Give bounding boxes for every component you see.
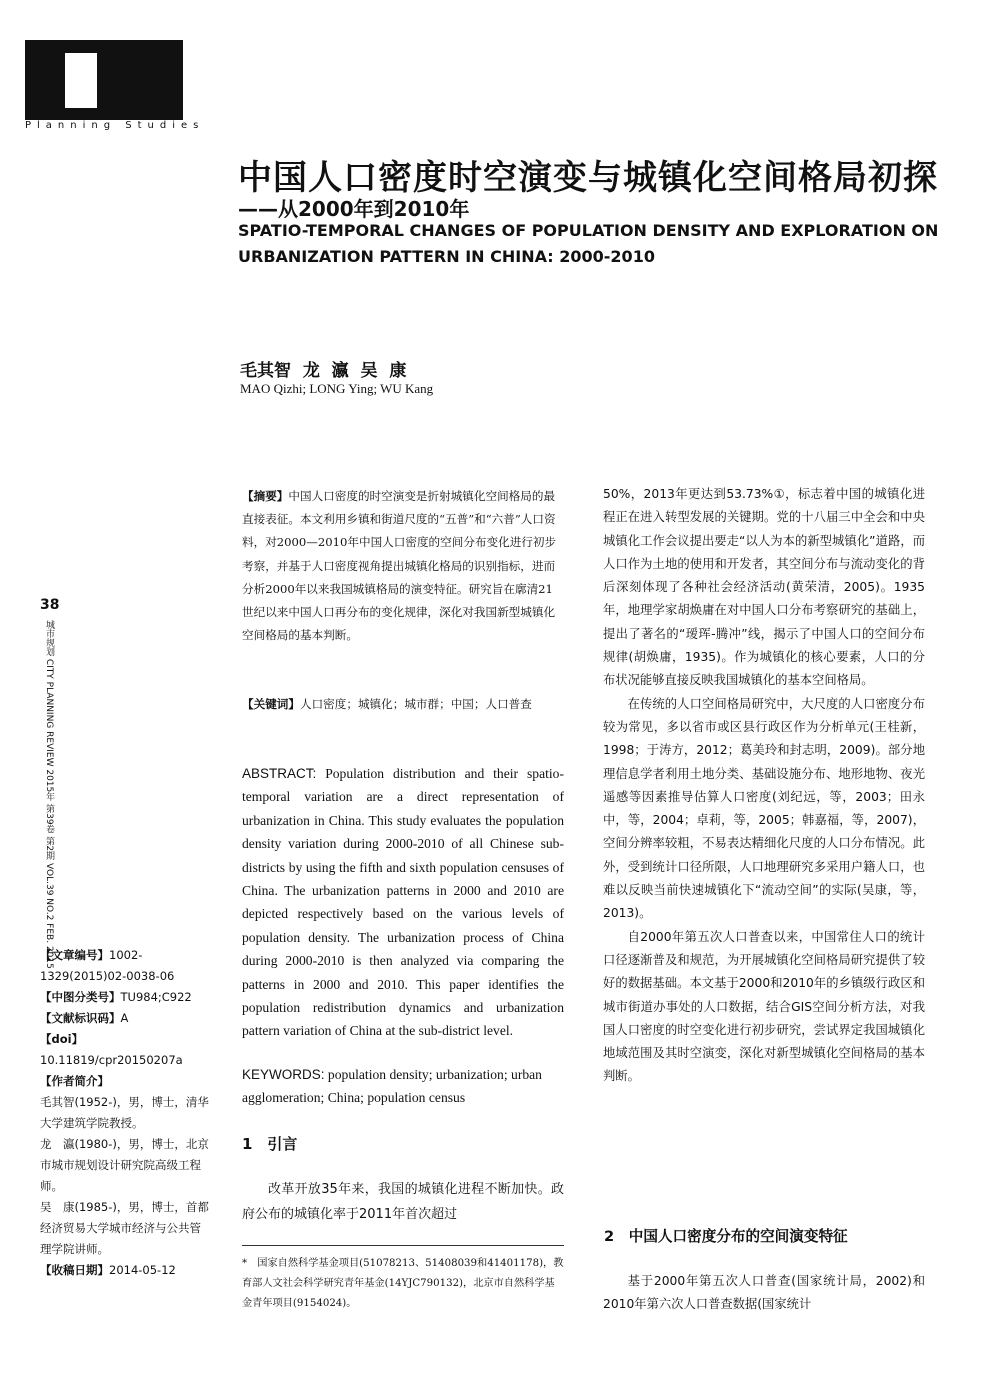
keywords-en-text: population density; urbanization; urban agglomeration; China; population census [242,1067,542,1106]
keywords-en [242,1063,564,1110]
page-number: 38 [40,597,60,613]
meta-author-label: 【作者简介】 [40,1074,109,1088]
authors-en: MAO Qizhi; LONG Ying; WU Kang [240,381,434,396]
abstract-zh-label: 【摘要】 [242,489,289,503]
intro-paragraph-2: 在传统的人口空间格局研究中，大尺度的人口密度分布较为常见，多以省市或区县行政区作为分析单元(王桂新，1998；于涛方，2012；葛美玲和封志明，2009)。部分地理信息学者利用土地分类、基础设施分布、地形地物、夜光遥感等因素推导估算人口密度(刘纪远，等，2003；田永中，等，2004；卓莉，等，2005；韩嘉福，等，2007)，空间分辨率较粗，不易表达精细化尺度的人口分布情况。此外，受到统计口径所限，人口地理研究多采用户籍人口，也难以反映当前快速城镇化下“流动空间”的实际(吴康，等，2013)。 [603,696,925,921]
keywords-en-label: KEYWORDS: [242,1067,325,1082]
meta-label: 【文献标识码】 [40,1011,121,1025]
authors-zh: 毛其智 龙 瀛 吴 康 [240,361,407,381]
meta-label: 【中图分类号】 [40,990,121,1004]
section-2-paragraph: 基于2000年第五次人口普查(国家统计局，2002)和2010年第六次人口普查数据(国家统计 [603,1274,925,1312]
meta-author-bio: 龙 瀛(1980-)，男，博士，北京市城市规划设计研究院高级工程师。 [40,1137,209,1193]
meta-received-date [40,1260,210,1281]
funding-footnote: * 国家自然科学基金项目(51078213、51408039和41401178)，教育部人文社会科学研究青年基金(14YJC790132)，北京市自然科学基金青年项目(9154024)。 [242,1258,564,1309]
meta-document-code [40,1008,210,1029]
paper-subtitle-zh: ——从2000年到2010年 [238,197,470,221]
section-1-heading: 1 引言 [242,1135,298,1153]
meta-value: 2014-05-12 [109,1263,176,1277]
meta-author-bio: 吴 康(1985-)，男，博士，首都经济贸易大学城市经济与公共管理学院讲师。 [40,1200,209,1256]
keywords-zh-label: 【关键词】 [242,697,300,711]
meta-label: 【收稿日期】 [40,1263,109,1277]
meta-article-number [40,945,210,987]
abstract-zh-text: 中国人口密度的时空演变是折射城镇化空间格局的最直接表征。本文利用乡镇和街道尺度的“五普”和“六普”人口资料，对2000—2010年中国人口密度的空间分布变化进行初步考察，并基于人口密度视角提出城镇化格局的识别指标，进而分析2000年以来我国城镇格局的演变特征。研究旨在廓清21世纪以来中国人口再分布的变化规律，深化对我国新型城镇化空间格局的基本判断。 [242,489,557,643]
section-1-paragraph: 改革开放35年来，我国的城镇化进程不断加快。政府公布的城镇化率于2011年首次超过 [242,1182,564,1222]
abstract-zh [242,485,562,647]
keywords-zh-text: 人口密度；城镇化；城市群；中国；人口普查 [299,697,532,711]
meta-value: A [120,1011,129,1025]
journal-section-name: Planning Studies [25,120,205,131]
intro-paragraph-1: 50%，2013年更达到53.73%①，标志着中国的城镇化进程正在进入转型发展的关键期。党的十八届三中全会和中央城镇化工作会议提出要走“以人为本的新型城镇化”道路，而人口作为土地的使用和开发者，其空间分布与流动变化的背后深刻体现了各种社会经济活动(黄荣清，2005)。1935年，地理学家胡焕庸在对中国人口分布考察研究的基础上，提出了著名的“瑷珲-腾冲”线，揭示了中国人口的空间分布规律(胡焕庸，1935)。作为城镇化的核心要素，人口的分布状况能够直接反映我国城镇化的基本空间格局。 [603,487,925,688]
paper-title-zh: 中国人口密度时空演变与城镇化空间格局初探 [238,158,938,198]
right-column [603,483,925,1089]
abstract-en-label: ABSTRACT: [242,766,317,781]
section-2-heading: 2 中国人口密度分布的空间演变特征 [604,1228,848,1245]
footnote-divider [242,1245,564,1246]
meta-label: 【文章编号】 [40,948,109,962]
keywords-zh [242,693,562,716]
abstract-en [242,762,564,1043]
meta-value: 10.11819/cpr20150207a [40,1053,183,1067]
journal-logo [25,40,183,120]
article-metadata [40,945,210,1281]
intro-paragraph-3: 自2000年第五次人口普查以来，中国常住人口的统计口径逐渐普及和规范，为开展城镇化空间格局研究提供了较好的数据基础。本文基于2000和2010年的乡镇级行政区和城市街道办事处的人口数据，结合GIS空间分析方法，对我国人口密度的时空变化进行初步研究，尝试界定我国城镇化地域范围及其时空演变，深化对新型城镇化空间格局的基本判断。 [603,929,925,1084]
meta-label: 【doi】 [40,1032,84,1046]
logo-inner-square [65,53,97,108]
meta-value: TU984;C922 [120,990,192,1004]
abstract-en-text: Population distribution and their spatio-temporal variation are a direct representation of urbanization in China. This study evaluates the population density variation during 2000-2010 of all Chinese sub-districts by using the fifth and sixth population censuses of China. The urbanization patterns in 2000 and 2010 are depicted respectively based on the various levels of population density. The urbanization process of China during 2000-2010 is then analyzed via comparing the patterns in 2000 and 2010. This paper identifies the population redistribution dynamics and urbanization pattern variation of China at the sub-district level. [242,766,564,1039]
journal-issue-info: 城市规划 CITY PLANNING REVIEW 2015年 第39卷 第2期 VOL.39 NO.2 FEB. 2015 [44,620,54,969]
meta-doi [40,1029,210,1071]
meta-value: 1002-1329(2015)02-0038-06 [40,948,175,983]
paper-title-en: SPATIO-TEMPORAL CHANGES OF POPULATION DENSITY AND EXPLORATION ON URBANIZATION PATTERN IN CHINA: 2000-2010 [238,221,939,266]
meta-author-bio: 毛其智(1952-)，男，博士，清华大学建筑学院教授。 [40,1095,209,1130]
meta-classification [40,987,210,1008]
